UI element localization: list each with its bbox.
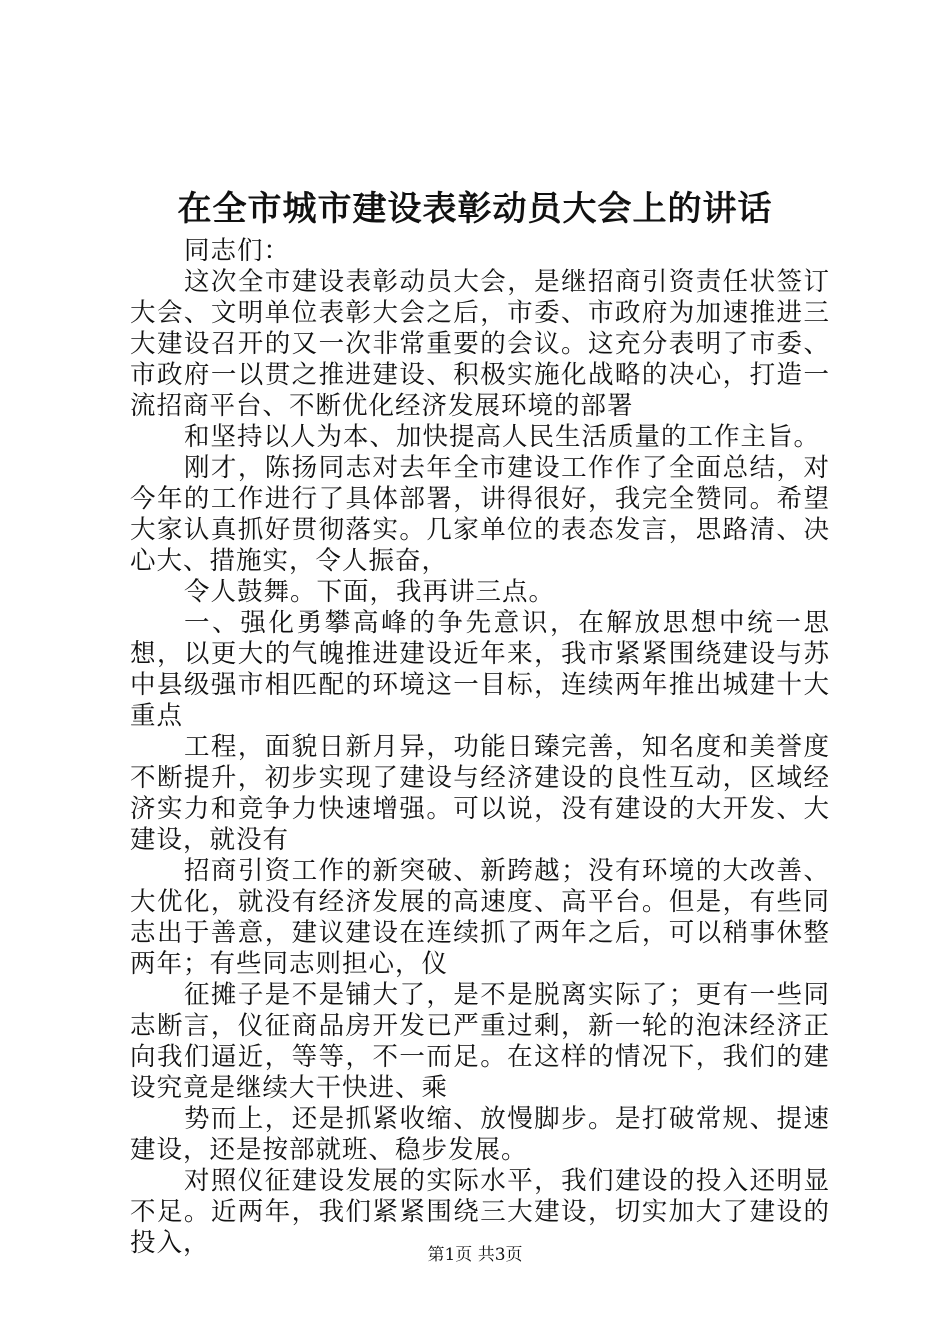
paragraph: 势而上，还是抓紧收缩、放慢脚步。是打破常规、提速建设，还是按部就班、稳步发展。 [130,1104,830,1165]
paragraph: 招商引资工作的新突破、新跨越；没有环境的大改善、大优化，就没有经济发展的高速度、高平台。但是，有些同志出于善意，建议建设在连续抓了两年之后，可以稍事休整两年；有些同志则担心，仪 [130,856,830,979]
paragraph-salutation: 同志们： [184,236,291,266]
document-title: 在全市城市建设表彰动员大会上的讲话 [177,189,773,229]
document-body [130,236,830,1259]
paragraph: 这次全市建设表彰动员大会，是继招商引资责任状签订大会、文明单位表彰大会之后，市委、市政府为加速推进三大建设召开的又一次非常重要的会议。这充分表明了市委、市政府一以贯之推进建设、积极实施化战略的决心，打造一流招商平台、不断优化经济发展环境的部署 [130,267,830,421]
paragraph: 令人鼓舞。下面，我再讲三点。 [184,577,556,607]
paragraph: 对照仪征建设发展的实际水平，我们建设的投入还明显不足。近两年，我们紧紧围绕三大建设，切实加大了建设的投入， [130,1166,830,1258]
paragraph: 征摊子是不是铺大了，是不是脱离实际了；更有一些同志断言，仪征商品房开发已严重过剩，新一轮的泡沫经济正向我们逼近，等等，不一而足。在这样的情况下，我们的建设究竟是继续大干快进、乘 [130,980,830,1103]
paragraph: 工程，面貌日新月异，功能日臻完善，知名度和美誉度不断提升，初步实现了建设与经济建设的良性互动，区域经济实力和竞争力快速增强。可以说，没有建设的大开发、大建设，就没有 [130,732,830,855]
paragraph: 刚才，陈扬同志对去年全市建设工作作了全面总结，对今年的工作进行了具体部署，讲得很好，我完全赞同。希望大家认真抓好贯彻落实。几家单位的表态发言，思路清、决心大、措施实，令人振奋， [130,453,830,576]
paragraph: 和坚持以人为本、加快提高人民生活质量的工作主旨。 [184,422,821,452]
page-number-footer: 第1页 共3页 [427,1245,523,1265]
paragraph: 一、强化勇攀高峰的争先意识，在解放思想中统一思想，以更大的气魄推进建设近年来，我市紧紧围绕建设与苏中县级强市相匹配的环境这一目标，连续两年推出城建十大重点 [130,608,830,731]
